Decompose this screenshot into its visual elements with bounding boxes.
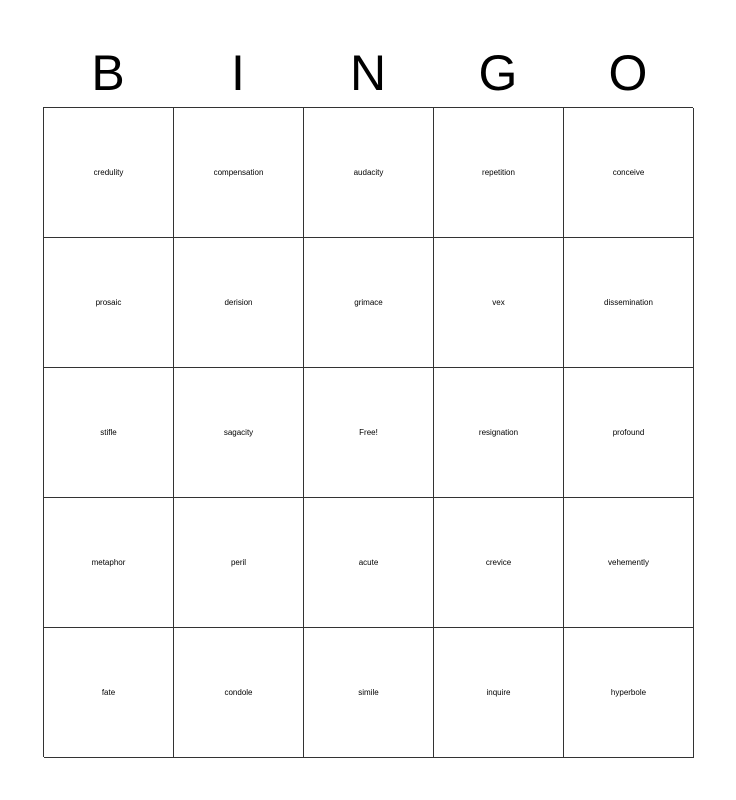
bingo-cell[interactable]: grimace (304, 238, 434, 368)
bingo-cell[interactable]: hyperbole (564, 628, 694, 758)
bingo-cell[interactable]: vehemently (564, 498, 694, 628)
bingo-cell[interactable]: fate (44, 628, 174, 758)
bingo-header (43, 38, 693, 108)
free-space-cell[interactable]: Free! (304, 368, 434, 498)
bingo-cell[interactable]: peril (174, 498, 304, 628)
bingo-cell[interactable]: derision (174, 238, 304, 368)
bingo-cell[interactable]: dissemination (564, 238, 694, 368)
bingo-cell[interactable]: repetition (434, 108, 564, 238)
header-letter-i: I (231, 45, 245, 101)
bingo-cell[interactable]: audacity (304, 108, 434, 238)
bingo-cell[interactable]: sagacity (174, 368, 304, 498)
bingo-cell[interactable]: inquire (434, 628, 564, 758)
bingo-cell[interactable]: compensation (174, 108, 304, 238)
header-letter-b: B (91, 45, 125, 101)
bingo-cell[interactable]: prosaic (44, 238, 174, 368)
bingo-cell[interactable]: condole (174, 628, 304, 758)
bingo-cell[interactable]: profound (564, 368, 694, 498)
bingo-cell[interactable]: stifle (44, 368, 174, 498)
bingo-board (43, 107, 693, 757)
header-letter-o: O (608, 45, 648, 101)
bingo-cell[interactable]: resignation (434, 368, 564, 498)
header-letter-g: G (478, 45, 518, 101)
bingo-cell[interactable]: simile (304, 628, 434, 758)
header-letter-n: N (349, 45, 387, 101)
bingo-cell[interactable]: acute (304, 498, 434, 628)
bingo-cell[interactable]: crevice (434, 498, 564, 628)
bingo-cell[interactable]: vex (434, 238, 564, 368)
bingo-cell[interactable]: metaphor (44, 498, 174, 628)
bingo-cell[interactable]: conceive (564, 108, 694, 238)
bingo-cell[interactable]: credulity (44, 108, 174, 238)
